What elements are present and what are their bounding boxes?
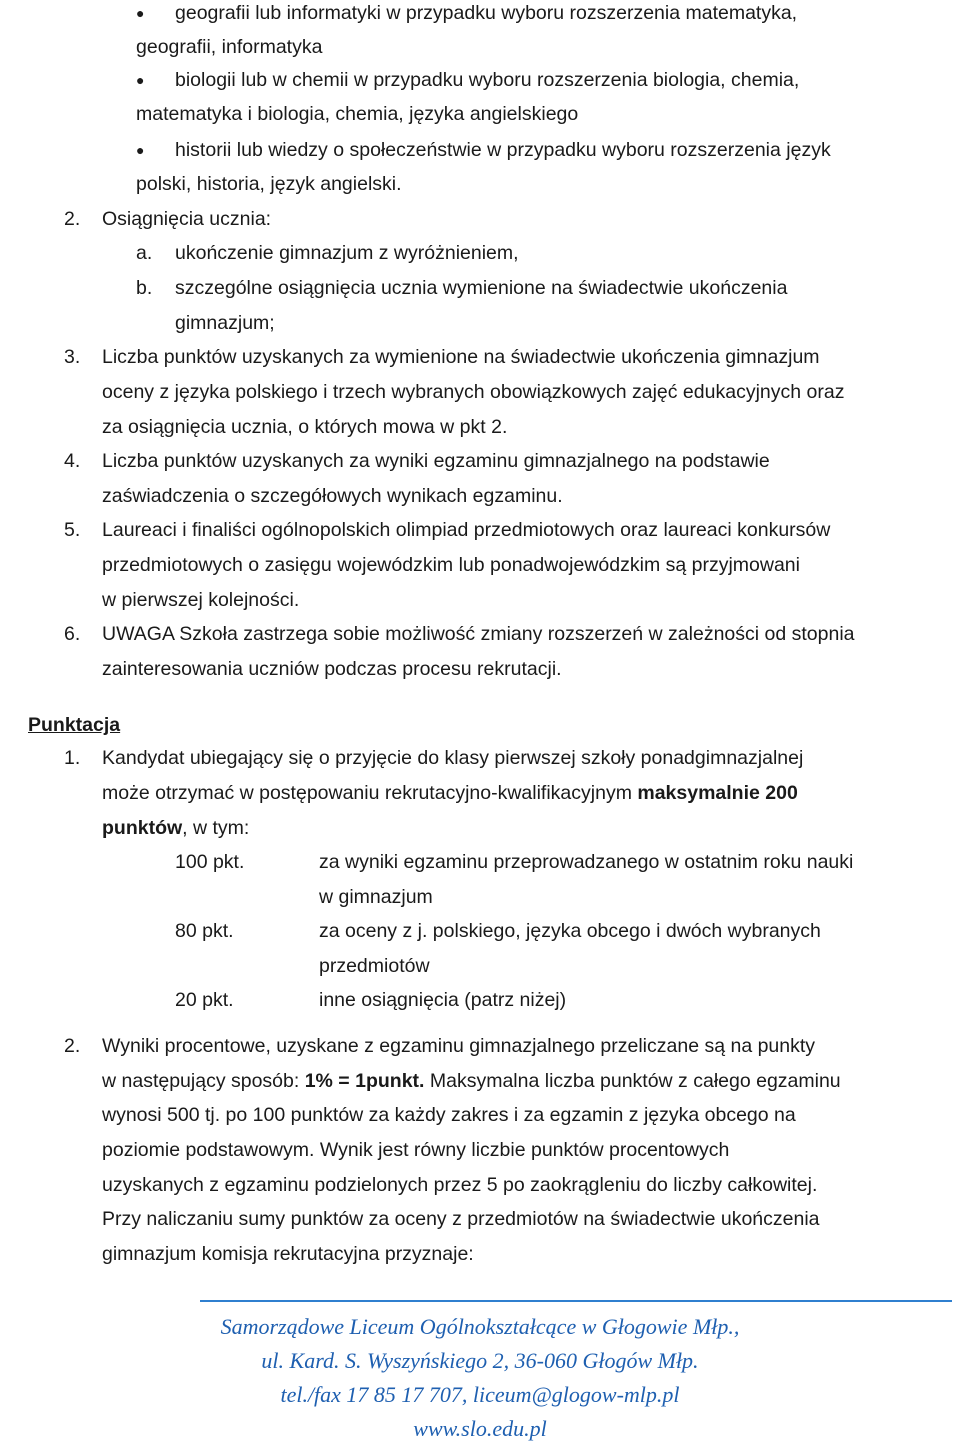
- points-desc: za wyniki egzaminu przeprowadzanego w ostatnim roku nauki: [319, 851, 854, 873]
- list-item-text: [102, 811, 960, 846]
- sublist-label: a.: [136, 242, 153, 264]
- text-run: , w tym:: [182, 817, 250, 839]
- list-item-text: zainteresowania uczniów podczas procesu rekrutacji.: [102, 658, 562, 680]
- bullet-line: geografii lub informatyki w przypadku wyboru rozszerzenia matematyka,: [175, 2, 798, 24]
- points-value: 100 pkt.: [175, 851, 245, 873]
- bullet-icon: ●: [136, 5, 145, 21]
- list-item-text: UWAGA Szkoła zastrzega sobie możliwość zmiany rozszerzeń w zależności od stopnia: [102, 623, 855, 645]
- points-desc: inne osiągnięcia (patrz niżej): [319, 989, 567, 1011]
- points-desc: w gimnazjum: [319, 886, 433, 908]
- bullet-line: polski, historia, język angielski.: [136, 173, 402, 195]
- list-number: 3.: [64, 346, 81, 368]
- bullet-line: matematyka i biologia, chemia, języka angielskiego: [136, 103, 579, 125]
- list-number: 2.: [64, 1035, 81, 1057]
- footer-contact[interactable]: tel./fax 17 85 17 707, liceum@glogow-mlp.pl: [280, 1382, 680, 1407]
- list-item-text: w pierwszej kolejności.: [102, 589, 300, 611]
- list-item-text: za osiągnięcia ucznia, o których mowa w pkt 2.: [102, 416, 508, 438]
- list-item-text: Liczba punktów uzyskanych za wymienione na świadectwie ukończenia gimnazjum: [102, 346, 820, 368]
- text-run: w następujący sposób:: [102, 1070, 305, 1092]
- list-item-text: Osiągnięcia ucznia:: [102, 208, 272, 230]
- list-number: 5.: [64, 519, 81, 541]
- list-number: 2.: [64, 208, 81, 230]
- list-item-text: uzyskanych z egzaminu podzielonych przez 5 po zaokrągleniu do liczby całkowitej.: [102, 1174, 818, 1196]
- footer-website-link[interactable]: www.slo.edu.pl: [413, 1416, 547, 1441]
- section-heading: Punktacja: [28, 714, 121, 736]
- list-item-text: gimnazjum komisja rekrutacyjna przyznaje:: [102, 1243, 474, 1265]
- text-run-bold: maksymalnie 200: [637, 782, 798, 804]
- points-desc: za oceny z j. polskiego, języka obcego i dwóch wybranych: [319, 920, 821, 942]
- points-value: 80 pkt.: [175, 920, 234, 942]
- list-item-text: [102, 776, 960, 811]
- sublist-label: b.: [136, 277, 153, 299]
- bullet-icon: ●: [136, 142, 145, 158]
- footer-address: ul. Kard. S. Wyszyńskiego 2, 36-060 Głogów Młp.: [261, 1348, 699, 1373]
- text-run: może otrzymać w postępowaniu rekrutacyjno-kwalifikacyjnym: [102, 782, 638, 804]
- bullet-line: geografii, informatyka: [136, 36, 323, 58]
- points-value: 20 pkt.: [175, 989, 234, 1011]
- sublist-text: ukończenie gimnazjum z wyróżnieniem,: [175, 242, 519, 264]
- list-item-text: [102, 1064, 960, 1099]
- bullet-icon: ●: [136, 72, 145, 88]
- list-item-text: Wyniki procentowe, uzyskane z egzaminu gimnazjalnego przeliczane są na punkty: [102, 1035, 816, 1057]
- points-desc: przedmiotów: [319, 955, 430, 977]
- list-item-text: poziomie podstawowym. Wynik jest równy liczbie punktów procentowych: [102, 1139, 730, 1161]
- list-item-text: Kandydat ubiegający się o przyjęcie do klasy pierwszej szkoły ponadgimnazjalnej: [102, 747, 804, 769]
- bullet-line: biologii lub w chemii w przypadku wyboru rozszerzenia biologia, chemia,: [175, 69, 800, 91]
- list-item-text: oceny z języka polskiego i trzech wybranych obowiązkowych zajęć edukacyjnych oraz: [102, 381, 845, 403]
- text-run-bold: 1% = 1punkt.: [304, 1070, 425, 1092]
- sublist-text: szczególne osiągnięcia ucznia wymienione na świadectwie ukończenia: [175, 277, 788, 299]
- list-item-text: przedmiotowych o zasięgu wojewódzkim lub ponadwojewódzkim są przyjmowani: [102, 554, 800, 576]
- list-item-text: Laureaci i finaliści ogólnopolskich olimpiad przedmiotowych oraz laureaci konkursów: [102, 519, 831, 541]
- list-number: 4.: [64, 450, 81, 472]
- list-item-text: zaświadczenia o szczegółowych wynikach egzaminu.: [102, 485, 563, 507]
- sublist-text: gimnazjum;: [175, 312, 275, 334]
- list-number: 1.: [64, 747, 81, 769]
- footer-school-name: Samorządowe Liceum Ogólnokształcące w Głogowie Młp.,: [220, 1314, 740, 1339]
- list-number: 6.: [64, 623, 81, 645]
- list-item-text: Liczba punktów uzyskanych za wyniki egzaminu gimnazjalnego na podstawie: [102, 450, 770, 472]
- list-item-text: Przy naliczaniu sumy punktów za oceny z przedmiotów na świadectwie ukończenia: [102, 1208, 820, 1230]
- list-item-text: wynosi 500 tj. po 100 punktów za każdy zakres i za egzamin z języka obcego na: [102, 1104, 796, 1126]
- footer-divider: [200, 1300, 952, 1302]
- text-run: Maksymalna liczba punktów z całego egzaminu: [424, 1070, 841, 1092]
- bullet-line: historii lub wiedzy o społeczeństwie w przypadku wyboru rozszerzenia język: [175, 139, 831, 161]
- text-run-bold: punktów: [102, 817, 183, 839]
